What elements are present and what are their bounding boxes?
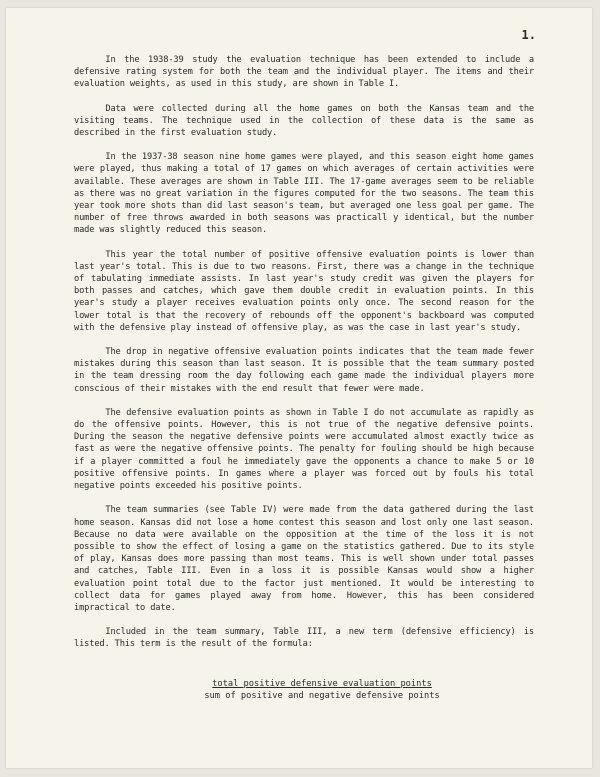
formula-numerator: total positive defensive evaluation points	[212, 679, 432, 689]
page-number: 1.	[521, 28, 536, 42]
defensive-efficiency-formula	[172, 678, 472, 702]
formula-denominator: sum of positive and negative defensive points	[204, 691, 440, 701]
paragraph-2: Data were collected during all the home games on both the Kansas team and the visiting teams. The technique used in the collection of these data is the same as described in the first evaluation study.	[74, 103, 534, 139]
paragraph-6: The defensive evaluation points as shown in Table I do not accumulate as rapidly as do the offensive points. However, this is not true of the negative defensive points. During the season the negative defensive points were accumulated almost exactly twice as fast as were the negative offensive points. The penalty for fouling should be high because if a player committed a foul he immediately gave the opponents a chance to make 5 or 10 positive offensive points. In games where a player was forced out by fouls his total negative points exceeded his positive points.	[74, 407, 534, 492]
paragraph-7: The team summaries (see Table IV) were made from the data gathered during the last home season. Kansas did not lose a home contest this season and lost only one last season. Because no data were available on the opposition at the time of the loss it is not possible to show the effect of losing a game on the statistics gathered. Due to its style of play, Kansas does more passing than most teams. This is well shown under total passes and catches, Table III. Even in a loss it is possible Kansas would show a higher evaluation point total due to the factor just mentioned. It would be interesting to collect data for games played away from home. However, this has been considered impractical to date.	[74, 505, 534, 613]
paragraph-4: This year the total number of positive offensive evaluation points is lower than last year's total. This is due to two reasons. First, there was a change in the technique of tabulating immediate assists. In last year's study credit was given the players for both passes and catches, which gave them double credit in evaluation points. In this year's study a player receives evaluation points only once. The second reason for the lower total is that the recovery of rebounds off the opponent's backboard was computed with the defensive play instead of offensive play, as was the case in last year's study.	[74, 249, 534, 333]
body-text	[74, 54, 534, 651]
document-page	[6, 8, 592, 768]
paragraph-5: The drop in negative offensive evaluation points indicates that the team made fewer mistakes during this season than last season. It is possible that the team summary posted in the team dressing room the day following each game made the individual players more conscious of their mistakes with the end result that fewer were made.	[74, 347, 534, 394]
paragraph-1: In the 1938-39 study the evaluation technique has been extended to include a defensive rating system for both the team and the individual player. The items and their evaluation weights, as used in this study, are shown in Table I.	[74, 55, 534, 90]
paragraph-8: Included in the team summary, Table III, a new term (defensive efficiency) is listed. This term is the result of the formula:	[74, 627, 534, 650]
paragraph-3: In the 1937-38 season nine home games were played, and this season eight home games were played, thus making a total of 17 games on which averages of certain activities were available. These averages are shown in Table III. The 17-game averages seem to be reliable as there was no great variation in the figures computed for the two seasons. The team this year took more shots than did last season's team, but averaged one less goal per game. The number of free throws awarded in both seasons was practicall y identical, but the number made was slightly reduced this season.	[74, 152, 534, 236]
